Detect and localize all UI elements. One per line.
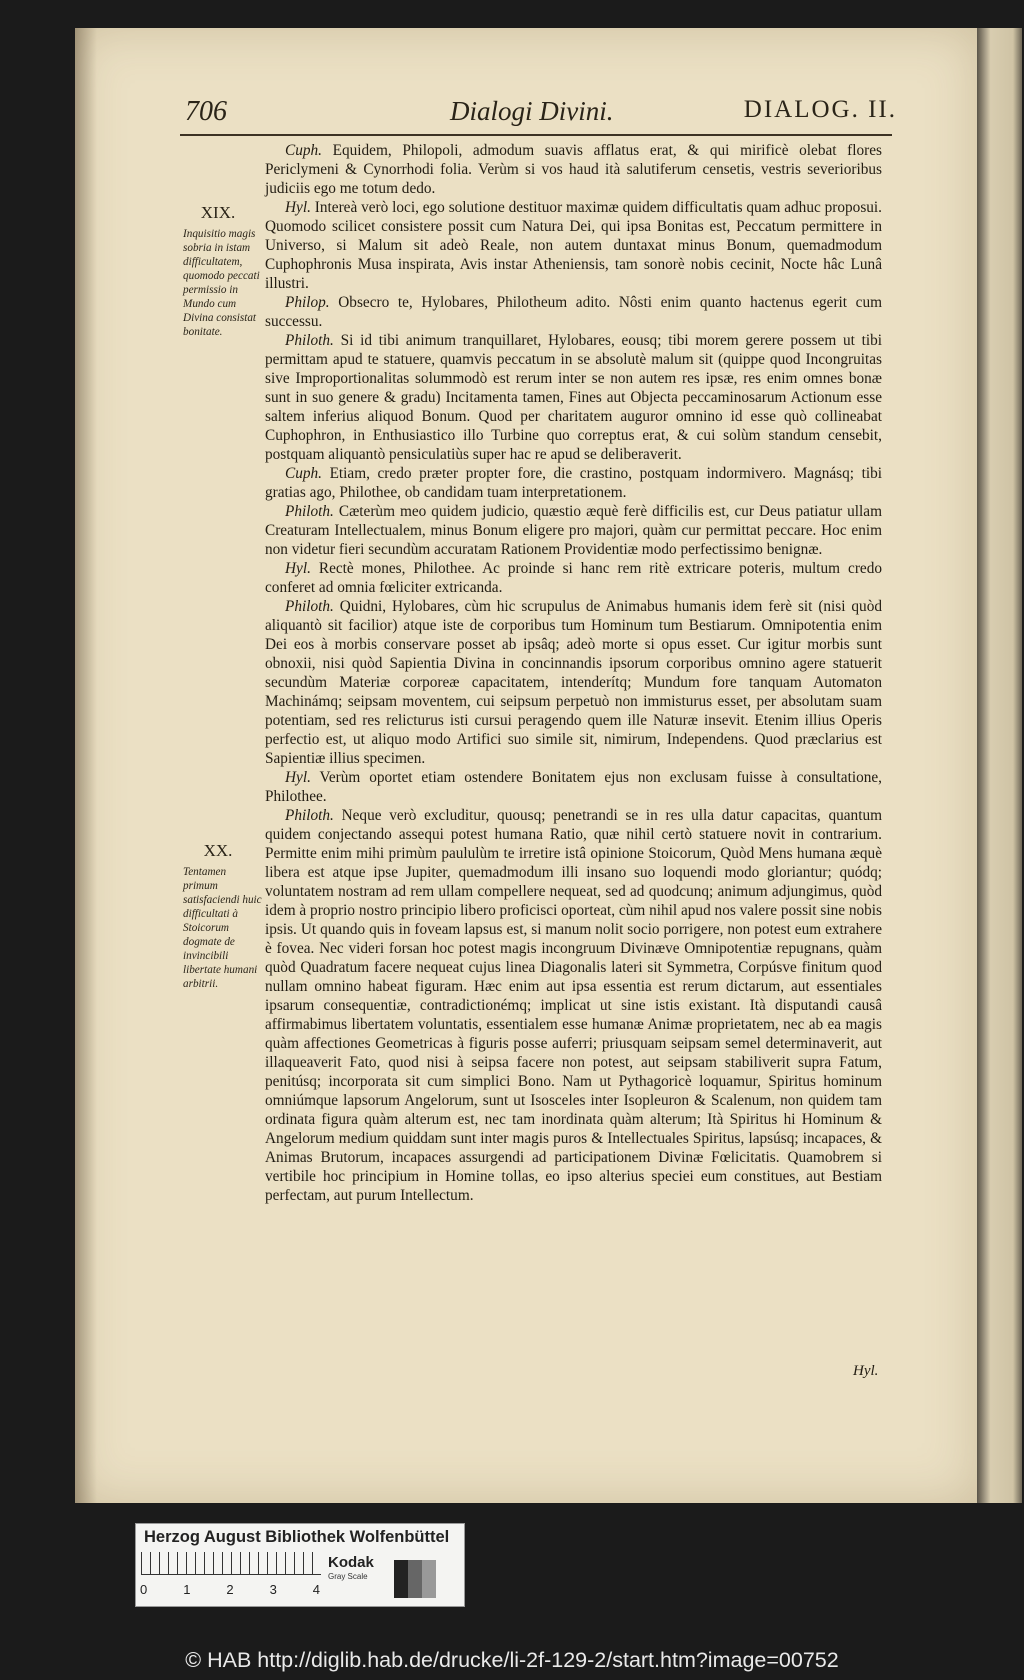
book-page [75,28,977,1503]
paragraph [265,198,882,293]
ruler-number: 4 [312,1582,320,1597]
page-edge [977,28,1022,1503]
paragraph [265,331,882,464]
speaker-label: Philoth. [285,332,334,349]
running-title: Dialogi Divini. [450,96,614,126]
paragraph-text: Equidem, Philopoli, admodum suavis afflatus erat, & qui mirificè olebat flores Periclymeni & Cynorrhodi folia. Verùm si vos haud ità salutiferum censetis, vestris severioribus judiciis ego me totum dedo. [265,142,882,197]
scale-ruler [141,1552,321,1575]
speaker-label: Philoth. [285,503,334,520]
spine-shadow [75,28,97,1503]
speaker-label: Hyl. [285,769,311,786]
paragraph [265,597,882,768]
section-number: XX. [203,841,233,860]
gray-patch [408,1560,422,1598]
marginal-gloss: Inquisitio magis sobria in istam difficultatem, quomodo peccati permissio in Mundo cum Divina consistat bonitate. [183,228,260,338]
section-number: XIX. [200,203,236,222]
gray-scale-label: Gray Scale [328,1572,368,1581]
library-name: Herzog August Bibliothek Wolfenbüttel [144,1528,450,1546]
ruler-number: 2 [226,1582,234,1597]
speaker-label: Philoth. [285,807,334,824]
speaker-label: Philop. [285,294,330,311]
speaker-label: Philoth. [285,598,334,615]
paragraph-text: Cæterùm meo quidem judicio, quæstio æquè ferè difficilis est, cur Deus patiatur ullam Creaturam Intellectualem, minus Bonum eligere pro majori, quàm cur permittat peccare. Hoc enim non videtur fieri secundùm accuratam Rationem Providentiæ modo perfectissimo benignæ. [265,503,882,558]
ruler-number: 3 [269,1582,277,1597]
gray-patch [422,1560,436,1598]
paragraph-text: Verùm oportet etiam ostendere Bonitatem ejus non exclusam fuisse à consultatione, Philothee. [265,769,882,805]
ruler-number: 1 [183,1582,191,1597]
paragraph [265,464,882,502]
dialogue-text [265,141,882,1205]
dialog-label: DIALOG. II. [743,96,897,123]
marginal-gloss: Tentamen primum satisfaciendi huic difficultati à Stoicorum dogmate de invincibili libertate humani arbitrii. [183,866,262,990]
paragraph [265,806,882,1205]
paragraph [265,768,882,806]
ruler-number: 0 [140,1582,148,1597]
speaker-label: Hyl. [285,199,311,216]
paragraph-text: Neque verò excluditur, quousq; penetrandi se in res ulla datur capacitas, quantum quidem conjectando assequi potest humana Ratio, quæ nihil certò statuere novit in contrarium. Permitte enim mihi primùm paululùm te irretire istâ opinione Stoicorum, Quòd Mens humana æquè libera est atque ipse Jupiter, quemadmodum illi insano suo loquendi modo gloriantur; quódq; voluntatem nostram ad rem ullam compellere nequeat, sed ad quodcunq; animum adjungimus, quòd idem à proprio nostro principio libero proficisci oporteat, cùm nihil apud nos valere possit sine nobis ipsis. Ut quando quis in foveam lapsus est, si manum nolit socio porrigere, non potest eum extrahere è fovea. Nec videri forsan hoc potest magis incongruum Divinæve Omnipotentiæ repugnans, quàm quòd Quadratum facere nequeat cujus linea Diagonalis lateri sit Symmetra, Corpúsve finitum quod nullam omnino habeat figuram. Hæc enim aut ipsa essentia est rerum dictarum, aut essentiales ipsarum consequentiæ, contradictionémq; implicat ut sine istis existant. Ità disputandi causâ affirmabimus libertatem voluntatis, essentialem esse humanæ Animæ proprietatem, nec ab ea magis quàm affectiones Geometricas à figuris posse auferri; priusquam seipsam semel determinaverit, aut illaqueaverit Fato, quod nisi à seipsa facere non potest, aut seipsam stabiliverit supra Fatum, penitúsq; incorporata sit cum simplici Bono. Nam ut Pythagoricè loquamur, Spiritus hominum omniúmque lapsorum Angelorum, sunt ut Isosceles inter Isopleuron & Scalenum, non quidem tam ordinata figura quàm alterum est, nec tam inordinata quàm alterum; Ità Spiritus hi Hominum & Angelorum medium quiddam sunt inter magis puros & Intellectuales Spiritus, lapsúsq; incapaces, & Animas Brutorum, incapaces assurgendi ad participationem Divinæ Fœlicitatis. Quamobrem si vertibile hoc principium in Homine tollas, eo ipso alterius speciei eum constitues, aut Bestiam perfectam, aut purum Intellectum. [265,807,882,1204]
gray-patch [394,1560,408,1598]
paragraph [265,141,882,198]
paragraph [265,502,882,559]
ruler-numbers [140,1582,320,1597]
paragraph-text: Intereà verò loci, ego solutione destituor maximæ quidem difficultatis quam adhuc proposui. Quomodo scilicet consistere possit cum Natura Dei, qui ipsa Bonitas est, Peccatum permittere in Universo, si Malum sit adeò Reale, non autem duntaxat minus Bonum, quemadmodum Cuphophronis Musa inspirata, Avis instar Atheniensis, tam sonorè nobis cecinit, Nocte hâc Lunâ illustri. [265,199,882,292]
paragraph-text: Rectè mones, Philothee. Ac proinde si hanc rem ritè extricare poteris, multum credo conferet ad omnia fœliciter extricanda. [265,560,883,596]
catchword: Hyl. [853,1363,879,1379]
paragraph [265,293,882,331]
page-number: 706 [185,96,227,127]
running-header [185,96,897,130]
kodak-logo: Kodak [328,1554,374,1571]
paragraph-text: Obsecro te, Hylobares, Philotheum adito. Nôsti enim quanto hactenus egerit cum successu. [265,294,882,330]
copyright-footer: © HAB http://diglib.hab.de/drucke/li-2f-129-2/start.htm?image=00752 [0,1640,1024,1680]
header-rule [180,134,892,136]
speaker-label: Cuph. [285,142,322,159]
speaker-label: Cuph. [285,465,322,482]
paragraph-text: Etiam, credo præter propter fore, die crastino, postquam indormivero. Magnásq; tibi gratias ago, Philothee, ob candidam tuam interpretationem. [265,465,883,501]
library-color-card [135,1523,465,1607]
paragraph-text: Si id tibi animum tranquillaret, Hylobares, eousq; tibi morem gerere possem ut tibi permittam apud te statuere, quamvis peccatum in se absolutè malum sit (quippe quod Incongruitas sive Improportionalitas solummodò est rerum inter se non autem res ipsæ, res enim omnes bonæ sunt in suo genere & gradu) Incitamenta tamen, Fines aut Objecta peccaminosarum Actionum esse saltem inferius aliquod Bonum. Quod per charitatem auguror omnino id esse quò collineabat Cuphophron, in Enthusiastico illo Turbine quo correptus erat, & cui solùm standum censebit, postquam aliquantò pensiculatiùs super hac re apud se deliberaverit. [265,332,883,463]
paragraph-text: Quidni, Hylobares, cùm hic scrupulus de Animabus humanis idem ferè sit (nisi quòd aliquantò sit facilior) atque iste de corporibus tum Hominum tum Bestiarum. Omnipotentia enim Dei eos à morbis conservare posset ab ipsâq; adeò morte si opus esset. Cur igitur morbis sunt obnoxii, nisi quòd Sapientia Divina in concinnandis ipsorum corporibus omnino agere statuerit secundùm Materiæ corporeæ capacitatem, intenderítq; Mundum fore tanquam Automaton Machinámq; seipsam moventem, cui seipsum perpetuò non immisturus esset, per absolutam suam potentiam, sed res relicturus isti cursui peragendo quem ille Naturæ insevit. Etenim illius Operis perfectio est, ut aliquo modo Artifici suo simile sit, nimirum, Independens. Quod præclarius est Sapientiæ illius specimen. [265,598,882,767]
speaker-label: Hyl. [285,560,311,577]
margin-note-19 [183,203,263,339]
paragraph [265,559,882,597]
margin-note-20 [183,841,263,991]
